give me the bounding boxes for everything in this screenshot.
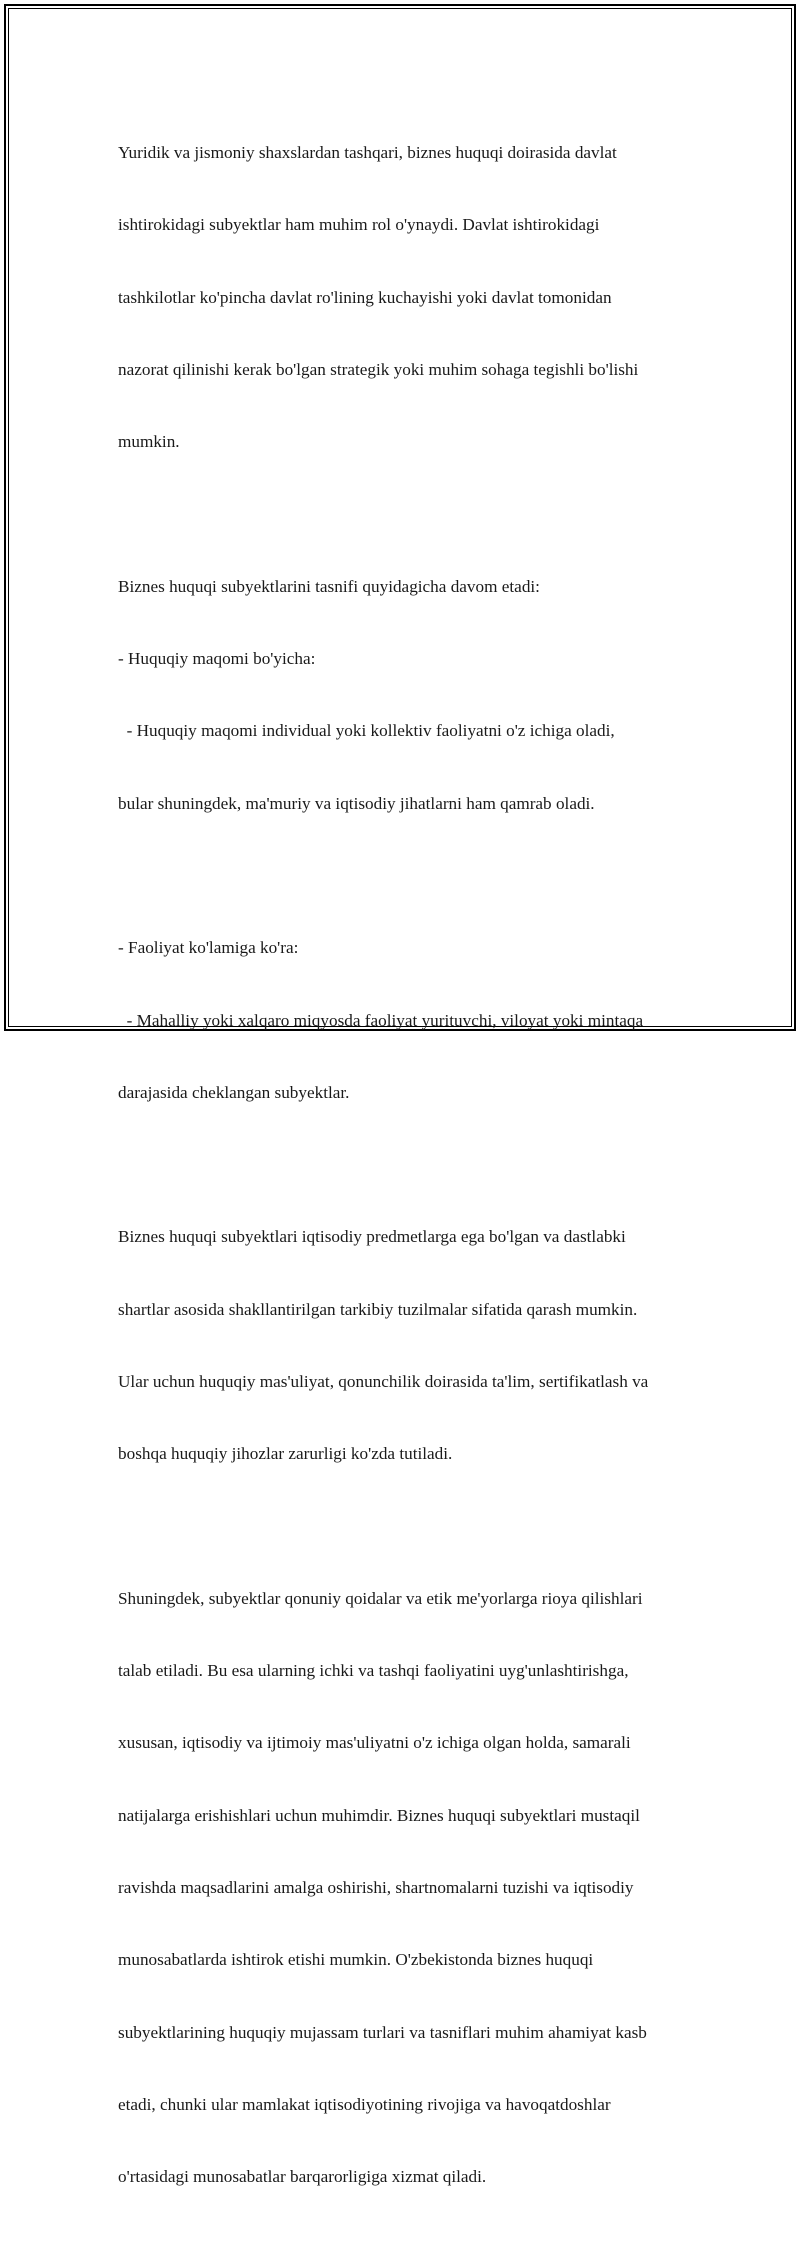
paragraph-intro [118,93,718,503]
text-line: shartlar asosida shakllantirilgan tarkibiy tuzilmalar sifatida qarash mumkin. [118,1299,638,1319]
list-subitem: - Huquqiy maqomi individual yoki kollektiv faoliyatni o'z ichiga oladi, [118,721,615,741]
text-line: Biznes huquqi subyektlari iqtisodiy predmetlarga ega bo'lgan va dastlabki [118,1227,626,1247]
paragraph-structures [118,1177,718,1514]
text-line: tashkilotlar ko'pincha davlat ro'lining kuchayishi yoki davlat tomonidan [118,287,612,307]
text-line: o'rtasidagi munosabatlar barqarorligiga xizmat qiladi. [118,2167,487,2187]
text-line: darajasida cheklangan subyektlar. [118,1082,350,1102]
list-item-heading: - Huquqiy maqomi bo'yicha: [118,649,316,669]
text-line: Shuningdek, subyektlar qonuniy qoidalar va etik me'yorlarga rioya qilishlari [118,1588,643,1608]
list-item-heading: - Faoliyat ko'lamiga ko'ra: [118,938,299,958]
text-line: bular shuningdek, ma'muriy va iqtisodiy jihatlarni ham qamrab oladi. [118,793,595,813]
paragraph-classification-scope [118,888,718,1153]
text-line: talab etiladi. Bu esa ularning ichki va tashqi faoliyatini uyg'unlashtirishga, [118,1661,629,1681]
text-line: mumkin. [118,432,180,452]
text-line: munosabatlarda ishtirok etishi mumkin. O'zbekistonda biznes huquqi [118,1950,594,1970]
text-line: Ular uchun huquqiy mas'uliyat, qonunchilik doirasida ta'lim, sertifikatlash va [118,1371,649,1391]
text-line: Biznes huquqi subyektlarini tasnifi quyidagicha davom etadi: [118,576,540,596]
text-line: ravishda maqsadlarini amalga oshirishi, shartnomalarni tuzishi va iqtisodiy [118,1877,634,1897]
paragraph-classification-legal-status [118,527,718,864]
text-line: subyektlarining huquqiy mujassam turlari va tasniflari muhim ahamiyat kasb [118,2022,647,2042]
text-line: natijalarga erishishlari uchun muhimdir. Biznes huquqi subyektlari mustaqil [118,1805,640,1825]
text-line: xususan, iqtisodiy va ijtimoiy mas'uliyatni o'z ichiga olgan holda, samarali [118,1733,631,1753]
text-line: nazorat qilinishi kerak bo'lgan strategik yoki muhim sohaga tegishli bo'lishi [118,360,639,380]
text-line: etadi, chunki ular mamlakat iqtisodiyotining rivojiga va havoqatdoshlar [118,2094,611,2114]
text-line: boshqa huquqiy jihozlar zarurligi ko'zda tutiladi. [118,1444,453,1464]
list-subitem: - Mahalliy yoki xalqaro miqyosda faoliyat yurituvchi, viloyat yoki mintaqa [118,1010,644,1030]
document-body [118,93,718,2261]
text-line: Yuridik va jismoniy shaxslardan tashqari, biznes huquqi doirasida davlat [118,143,617,163]
paragraph-conclusion [118,1539,718,2238]
text-line: ishtirokidagi subyektlar ham muhim rol o'ynaydi. Davlat ishtirokidagi [118,215,600,235]
